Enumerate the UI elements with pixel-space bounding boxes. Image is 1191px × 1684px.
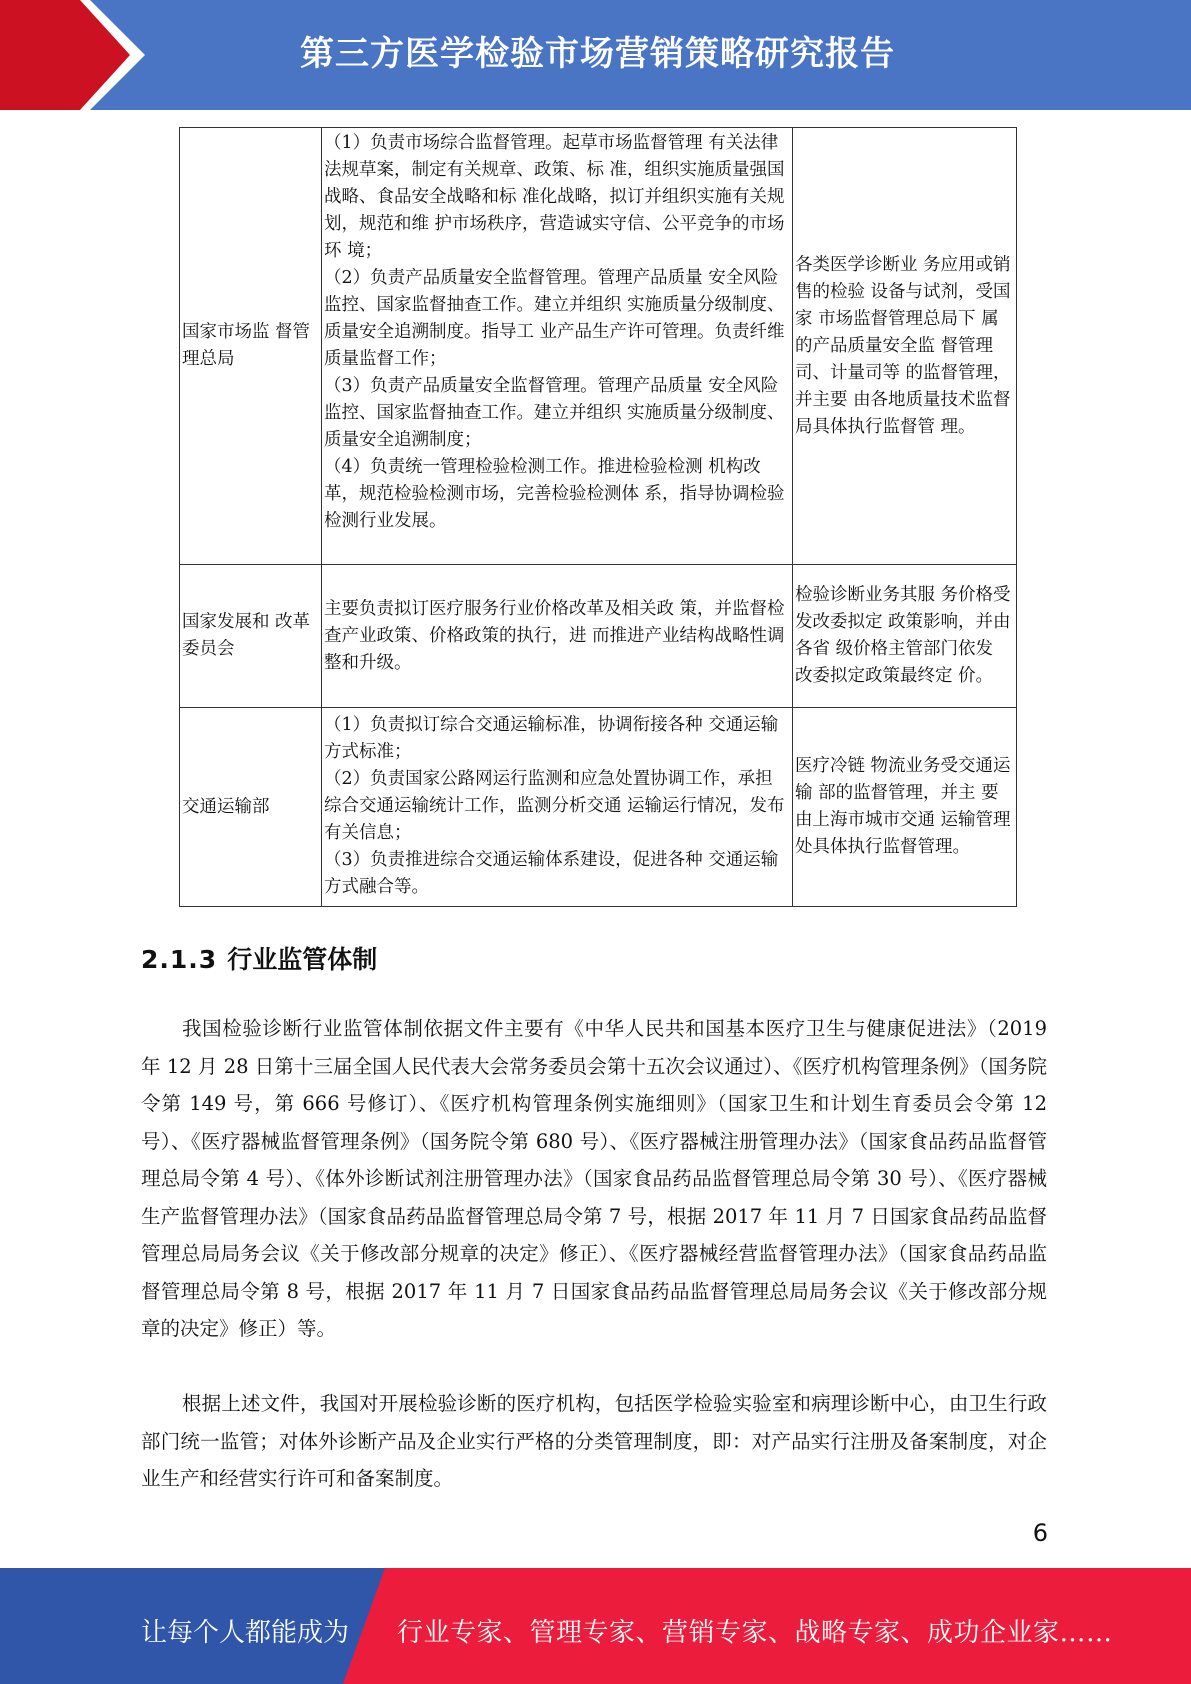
regulatory-scope: 各类医学诊断业 务应用或销售的检验 设备与试剂，受国家 市场监督管理总局下 属的产品质量安全监 督管理司、计量司等 的监督管理，并主要 由各地质量技术监督局具体执行监督管 理。: [793, 128, 1017, 565]
agency-name: 国家市场监 督管理总局: [180, 128, 322, 565]
duty-item: （4）负责统一管理检验检测工作。推进检验检测 机构改革，规范检验检测市场，完善检验检测体 系，指导协调检验检测行业发展。: [324, 457, 785, 531]
section-title: 行业监管体制: [227, 945, 378, 974]
table-row: [180, 565, 1017, 708]
page-number: 6: [1032, 1519, 1048, 1547]
section-number: 2.1.3: [141, 945, 218, 974]
header-arrow-decoration: [0, 0, 150, 110]
duty-item: （2）负责产品质量安全监督管理。管理产品质量 安全风险监控、国家监督抽查工作。建立并组织 实施质量分级制度、质量安全追溯制度。指导工 业产品生产许可管理。负责纤维质量监督工作；: [324, 268, 785, 369]
footer-slogan-roles: 行业专家、管理专家、营销专家、战略专家、成功企业家……: [397, 1618, 1113, 1648]
report-title: 第三方医学检验市场营销策略研究报告: [300, 34, 895, 74]
duty-item: （1）负责拟订综合交通运输标准，协调衔接各种 交通运输方式标准；: [324, 715, 779, 762]
agency-name: 国家发展和 改革委员会: [180, 565, 322, 708]
body-paragraph: 我国检验诊断行业监管体制依据文件主要有《中华人民共和国基本医疗卫生与健康促进法》（2019 年 12 月 28 日第十三届全国人民代表大会常务委员会第十五次会议通过）、《医疗机构管理条例》（国务院令第 149 号，第 666 号修订）、《医疗机构管理条例实施细则》（国家卫生和计划生育委员会令第 12 号）、《医疗器械监督管理条例》（国务院令第 680 号）、《医疗器械注册管理办法》（国家食品药品监督管理总局令第 4 号）、《体外诊断试剂注册管理办法》（国家食品药品监督管理总局令第 30 号）、《医疗器械生产监督管理办法》（国家食品药品监督管理总局令第 7 号，根据 2017 年 11 月 7 日国家食品药品监督管理总局局务会议《关于修改部分规章的决定》修正）、《医疗器械经营监督管理办法》（国家食品药品监督管理总局令第 8 号，根据 2017 年 11 月 7 日国家食品药品监督管理总局局务会议《关于修改部分规章的决定》修正）等。: [141, 1017, 1047, 1340]
agency-duties: [322, 565, 793, 708]
duty-item: 主要负责拟订医疗服务行业价格改革及相关政 策，并监督检查产业政策、价格政策的执行，进 而推进产业结构战略性调整和升级。: [324, 598, 785, 673]
agency-name: 交通运输部: [180, 708, 322, 907]
table-row: [180, 128, 1017, 565]
agency-duties: [322, 708, 793, 907]
regulatory-agency-table: [179, 127, 1017, 907]
regulatory-scope: 医疗冷链 物流业务受交通运输 部的监督管理，并主 要由上海市城市交通 运输管理处具体执行监督管理。: [793, 708, 1017, 907]
duty-item: （3）负责产品质量安全监督管理。管理产品质量 安全风险监控、国家监督抽查工作。建立并组织 实施质量分级制度、质量安全追溯制度；: [324, 376, 785, 450]
duty-item: （3）负责推进综合交通运输体系建设，促进各种 交通运输方式融合等。: [324, 850, 779, 897]
table-row: [180, 708, 1017, 907]
body-paragraph: 根据上述文件，我国对开展检验诊断的医疗机构，包括医学检验实验室和病理诊断中心，由卫生行政部门统一监管；对体外诊断产品及企业实行严格的分类管理制度，即：对产品实行注册及备案制度，对企业生产和经营实行许可和备案制度。: [141, 1392, 1047, 1490]
duty-item: （1）负责市场综合监督管理。起草市场监督管理 有关法律法规草案，制定有关规章、政策、标 准，组织实施质量强国战略、食品安全战略和标 准化战略，拟订并组织实施有关规划，规范和维 护市场秩序，营造诚实守信、公平竞争的市场环 境；: [324, 133, 785, 261]
footer-slogan-lead: 让每个人都能成为: [141, 1618, 350, 1648]
section-heading: [141, 940, 377, 976]
regulatory-scope: 检验诊断业务其服 务价格受发改委拟定 政策影响，并由各省 级价格主管部门依发 改委拟定政策最终定 价。: [793, 565, 1017, 708]
page-header: [0, 0, 1191, 110]
agency-duties: [322, 128, 793, 565]
duty-item: （2）负责国家公路网运行监测和应急处置协调工作，承担综合交通运输统计工作，监测分析交通 运输运行情况，发布有关信息；: [324, 769, 785, 843]
page-footer: [0, 1568, 1191, 1684]
